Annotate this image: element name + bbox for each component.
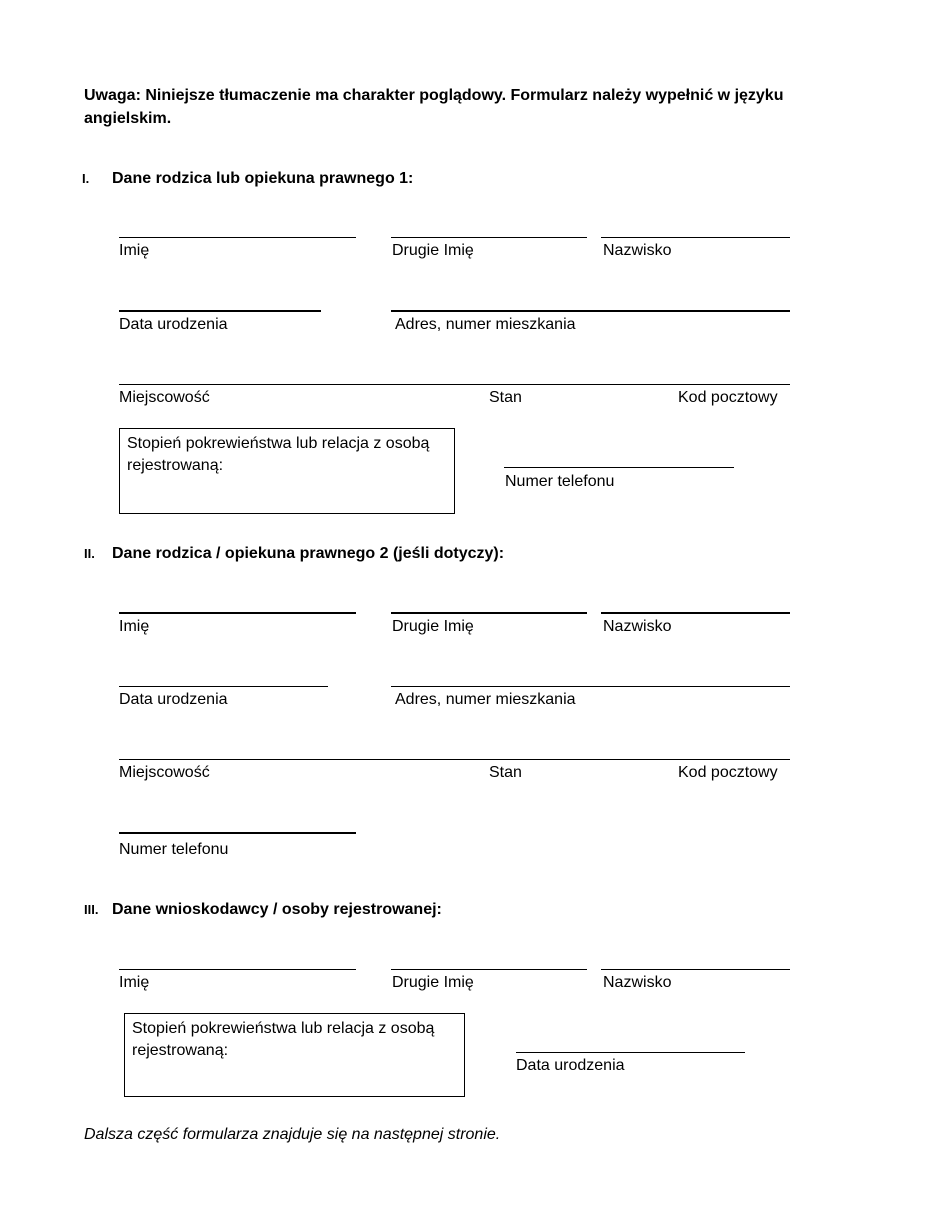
- s2-dob-field[interactable]: [119, 686, 328, 687]
- s2-middle-name-label: Drugie Imię: [392, 618, 474, 635]
- s2-state-label: Stan: [489, 764, 522, 781]
- section-1-number: I.: [82, 171, 90, 186]
- s1-zip-label: Kod pocztowy: [678, 389, 778, 406]
- s1-last-name-field[interactable]: [601, 237, 790, 238]
- s2-phone-label: Numer telefonu: [119, 841, 229, 858]
- s1-city-state-zip-field[interactable]: [119, 384, 790, 385]
- s1-relation-label: Stopień pokrewieństwa lub relacja z osobą rejestrowaną:: [127, 435, 430, 474]
- s3-first-name-label: Imię: [119, 974, 150, 991]
- s1-relation-box[interactable]: [119, 428, 455, 514]
- s1-first-name-field[interactable]: [119, 237, 356, 238]
- s2-dob-label: Data urodzenia: [119, 691, 228, 708]
- s1-address-label: Adres, numer mieszkania: [395, 316, 576, 333]
- s1-phone-label: Numer telefonu: [505, 473, 615, 490]
- s2-last-name-field[interactable]: [601, 612, 790, 614]
- s1-address-field[interactable]: [391, 310, 790, 312]
- s3-dob-label: Data urodzenia: [516, 1057, 625, 1074]
- s3-relation-box[interactable]: [124, 1013, 465, 1097]
- section-1-title: Dane rodzica lub opiekuna prawnego 1:: [112, 170, 414, 187]
- s3-relation-label: Stopień pokrewieństwa lub relacja z osobą rejestrowaną:: [132, 1020, 435, 1059]
- s3-middle-name-label: Drugie Imię: [392, 974, 474, 991]
- s1-city-label: Miejscowość: [119, 389, 210, 406]
- section-2-number: II.: [84, 546, 95, 561]
- s1-dob-label: Data urodzenia: [119, 316, 228, 333]
- s2-address-field[interactable]: [391, 686, 790, 687]
- continued-footer: Dalsza część formularza znajduje się na następnej stronie.: [84, 1126, 501, 1143]
- section-3-title: Dane wnioskodawcy / osoby rejestrowanej:: [112, 901, 442, 918]
- s2-first-name-field[interactable]: [119, 612, 356, 614]
- section-3-number: III.: [84, 902, 99, 917]
- s1-first-name-label: Imię: [119, 242, 150, 259]
- s1-dob-field[interactable]: [119, 310, 321, 312]
- s2-zip-label: Kod pocztowy: [678, 764, 778, 781]
- s2-city-state-zip-field[interactable]: [119, 759, 790, 760]
- s2-city-label: Miejscowość: [119, 764, 210, 781]
- s3-dob-field[interactable]: [516, 1052, 745, 1053]
- s1-middle-name-field[interactable]: [391, 237, 587, 238]
- section-2-title: Dane rodzica / opiekuna prawnego 2 (jeśli dotyczy):: [112, 545, 505, 562]
- s3-first-name-field[interactable]: [119, 969, 356, 970]
- s3-middle-name-field[interactable]: [391, 969, 587, 970]
- s1-state-label: Stan: [489, 389, 522, 406]
- s2-address-label: Adres, numer mieszkania: [395, 691, 576, 708]
- s2-first-name-label: Imię: [119, 618, 150, 635]
- s2-last-name-label: Nazwisko: [603, 618, 672, 635]
- s2-middle-name-field[interactable]: [391, 612, 587, 614]
- s1-middle-name-label: Drugie Imię: [392, 242, 474, 259]
- translation-note: Uwaga: Niniejsze tłumaczenie ma charakter poglądowy. Formularz należy wypełnić w języku angielskim.: [84, 87, 784, 127]
- s1-phone-field[interactable]: [504, 467, 734, 468]
- s1-last-name-label: Nazwisko: [603, 242, 672, 259]
- s2-phone-field[interactable]: [119, 832, 356, 834]
- s3-last-name-label: Nazwisko: [603, 974, 672, 991]
- s3-last-name-field[interactable]: [601, 969, 790, 970]
